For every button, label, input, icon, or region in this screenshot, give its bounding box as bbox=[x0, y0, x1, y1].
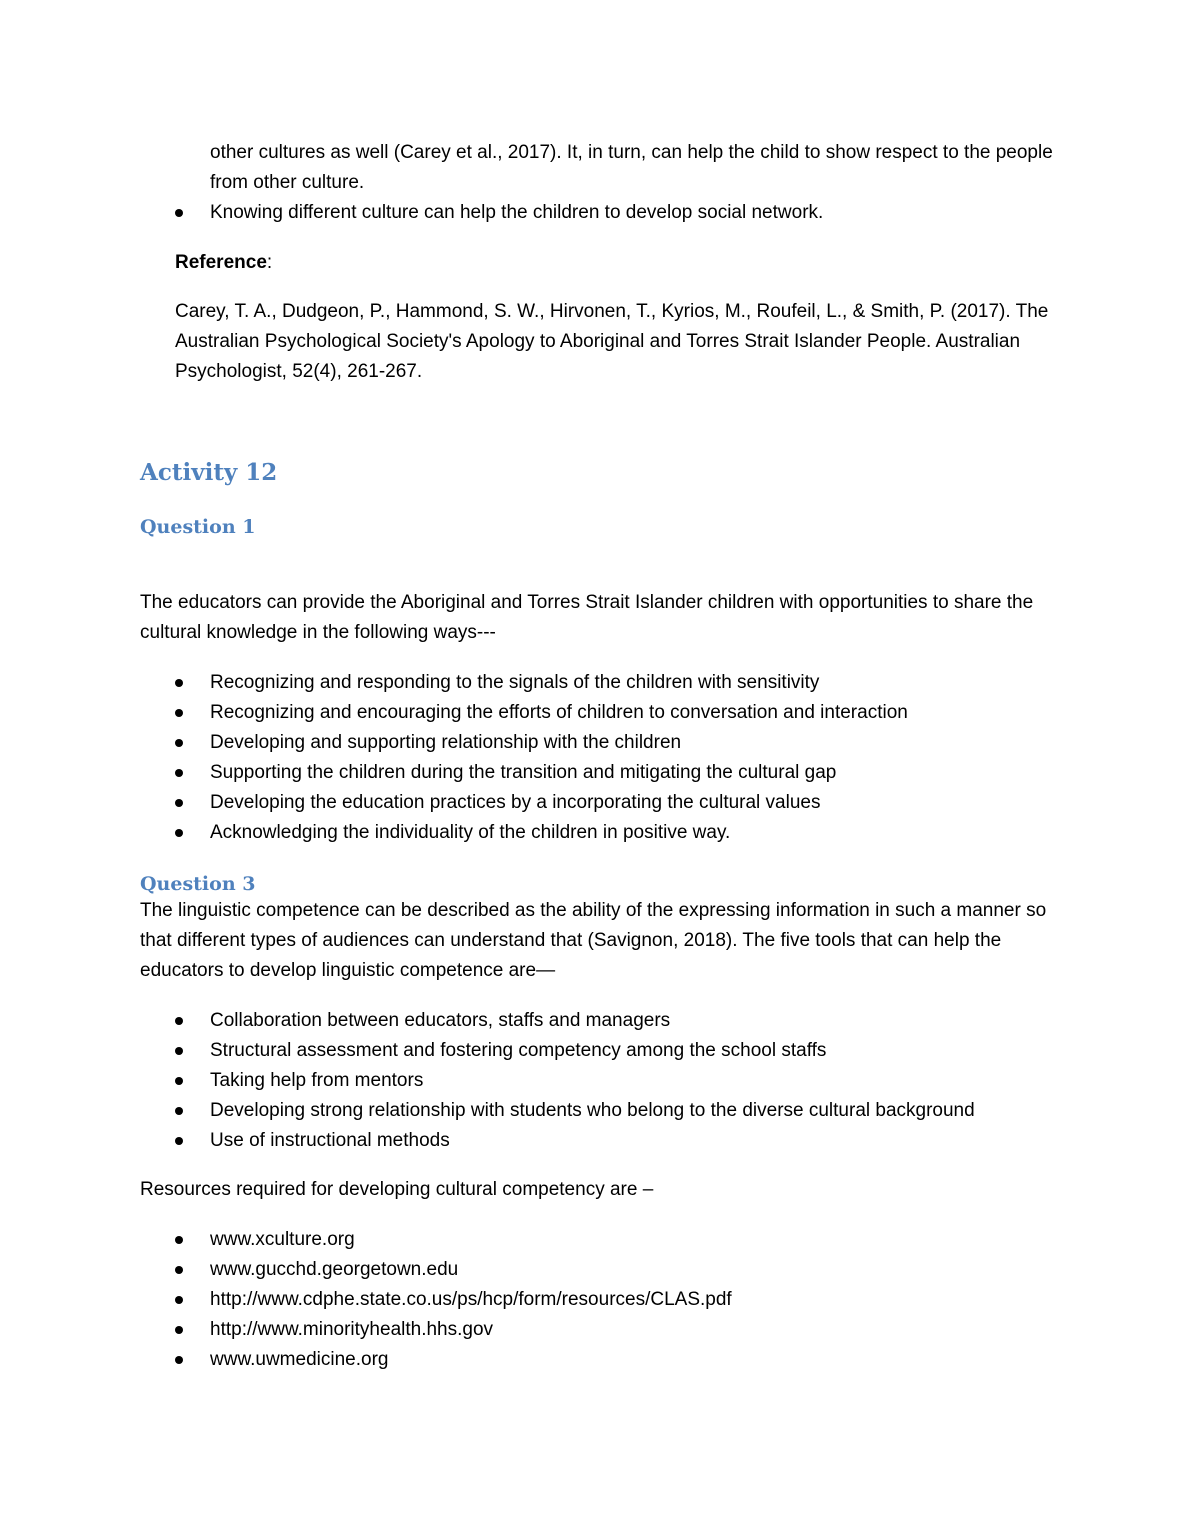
reference-heading bbox=[175, 248, 272, 278]
list-item: Supporting the children during the transition and mitigating the cultural gap bbox=[175, 758, 1075, 788]
list-item: Acknowledging the individuality of the children in positive way. bbox=[175, 818, 1075, 848]
top-bullet-list bbox=[175, 198, 1075, 228]
activity-title: Activity 12 bbox=[140, 459, 278, 486]
reference-citation: Carey, T. A., Dudgeon, P., Hammond, S. W., Hirvonen, T., Kyrios, M., Roufeil, L., & Smith, P. (2017). The Australian Psychological Society's Apology to Aboriginal and Torres Strait Islander People. Australian Psychologist, 52(4), 261-267. bbox=[175, 301, 1049, 382]
question-3-title: Question 3 bbox=[140, 873, 256, 895]
list-item: Recognizing and encouraging the efforts of children to conversation and interaction bbox=[175, 698, 1075, 728]
question-1-title: Question 1 bbox=[140, 516, 256, 538]
tools-bullet-list bbox=[175, 1006, 1075, 1156]
question-3-intro: The linguistic competence can be described as the ability of the expressing information in such a manner so that different types of audiences can understand that (Savignon, 2018). The five tools that can help the educators to develop linguistic competence are— bbox=[140, 900, 1047, 981]
list-item: http://www.cdphe.state.co.us/ps/hcp/form/resources/CLAS.pdf bbox=[175, 1285, 1075, 1315]
list-item: Use of instructional methods bbox=[175, 1126, 1075, 1156]
reference-colon: : bbox=[266, 252, 273, 273]
list-item: Developing strong relationship with students who belong to the diverse cultural background bbox=[175, 1096, 1075, 1126]
list-item: Structural assessment and fostering competency among the school staffs bbox=[175, 1036, 1075, 1066]
list-item: www.uwmedicine.org bbox=[175, 1345, 1075, 1375]
list-item: Taking help from mentors bbox=[175, 1066, 1075, 1096]
list-item: Collaboration between educators, staffs and managers bbox=[175, 1006, 1075, 1036]
list-item: Developing and supporting relationship with the children bbox=[175, 728, 1075, 758]
continuation-paragraph: other cultures as well (Carey et al., 2017). It, in turn, can help the child to show respect to the people from other culture. bbox=[210, 142, 1053, 193]
reference-label: Reference bbox=[175, 252, 267, 273]
list-item: Recognizing and responding to the signals of the children with sensitivity bbox=[175, 668, 1075, 698]
list-item: Knowing different culture can help the children to develop social network. bbox=[175, 198, 1075, 228]
list-item: www.gucchd.georgetown.edu bbox=[175, 1255, 1075, 1285]
question-1-bullet-list bbox=[175, 668, 1075, 848]
resources-intro: Resources required for developing cultural competency are – bbox=[140, 1179, 654, 1200]
list-item: Developing the education practices by a incorporating the cultural values bbox=[175, 788, 1075, 818]
question-1-intro: The educators can provide the Aboriginal and Torres Strait Islander children with opportunities to share the cultural knowledge in the following ways--- bbox=[140, 592, 1034, 643]
list-item: www.xculture.org bbox=[175, 1225, 1075, 1255]
resources-bullet-list bbox=[175, 1225, 1075, 1375]
list-item: http://www.minorityhealth.hhs.gov bbox=[175, 1315, 1075, 1345]
